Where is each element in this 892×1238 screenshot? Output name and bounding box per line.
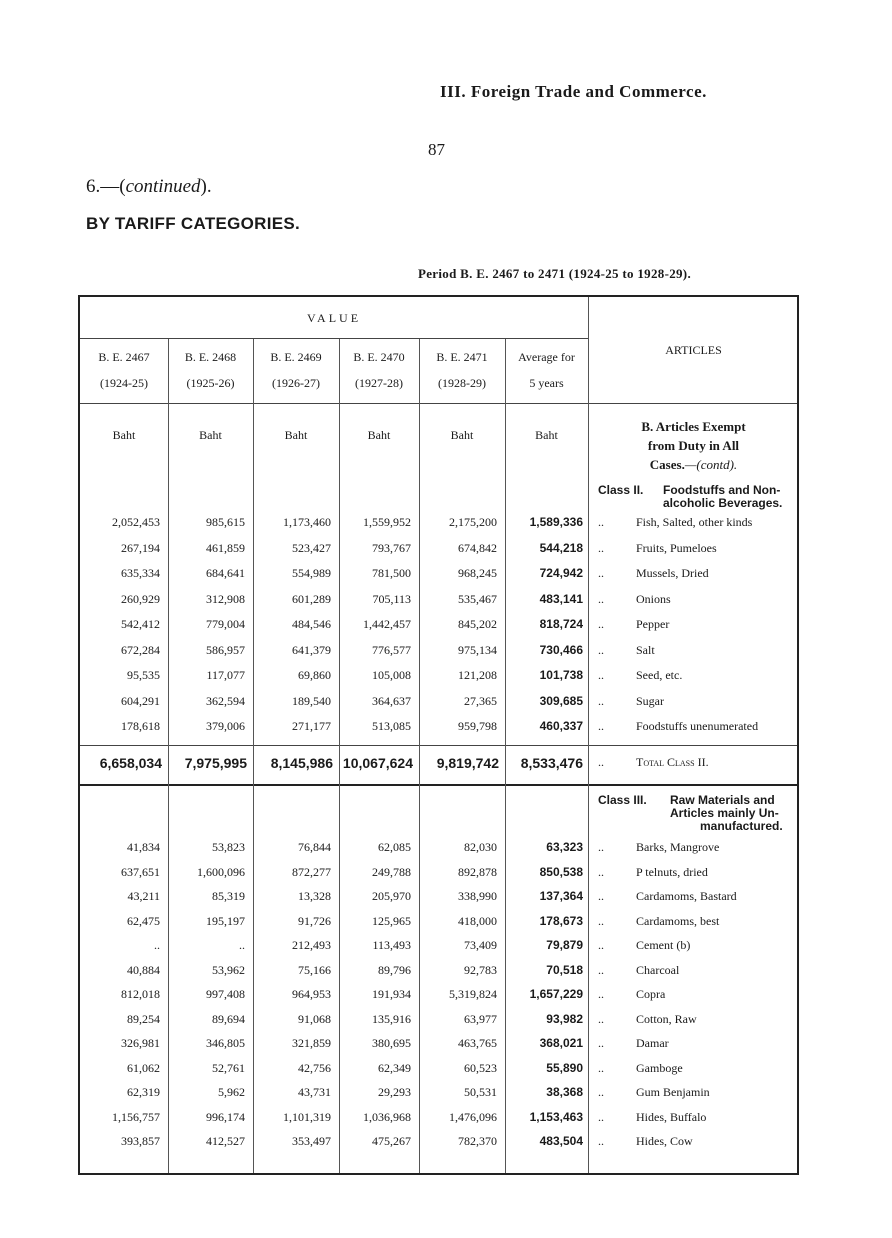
article-label: Cardamoms, Bastard: [636, 889, 737, 903]
table-cell: 779,004: [206, 617, 245, 631]
total-average-cell: 8,533,476: [520, 755, 583, 771]
table-cell: 105,008: [372, 668, 411, 682]
table-cell: 195,197: [206, 913, 245, 928]
table-cell: 1,559,952: [363, 515, 411, 529]
column-unit-label: Baht: [112, 428, 136, 442]
period-caption: Period B. E. 2467 to 2471 (1924-25 to 1928-29).: [418, 266, 691, 281]
table-cell: 776,577: [372, 642, 411, 657]
article-name: [598, 1036, 669, 1051]
table-cell: 845,202: [458, 617, 497, 631]
table-cell: 2,175,200: [449, 515, 497, 529]
table-cell: 463,765: [458, 1036, 497, 1050]
average-cell: 70,518: [546, 962, 583, 977]
table-cell: 27,365: [464, 693, 497, 708]
average-cell: 101,738: [539, 668, 583, 682]
article-label: Salt: [636, 642, 655, 657]
average-cell: 55,890: [546, 1060, 583, 1075]
article-label: Seed, etc.: [636, 668, 683, 682]
average-cell: 38,368: [546, 1085, 583, 1099]
table-cell: 63,977: [464, 1011, 497, 1026]
column-unit-label: Baht: [535, 428, 558, 442]
table-cell: 418,000: [458, 913, 497, 928]
table-cell: 379,006: [206, 719, 245, 733]
column-unit-label: Baht: [450, 428, 474, 442]
table-cell: 346,805: [206, 1036, 245, 1050]
leader-dots: ..: [598, 719, 604, 733]
leader-dots: ..: [598, 840, 604, 854]
table-cell: 2,052,453: [112, 515, 160, 529]
table-cell: 75,166: [298, 962, 331, 977]
leader-dots: ..: [598, 1134, 604, 1148]
average-cell: 818,724: [539, 617, 583, 631]
table-cell: 1,101,319: [283, 1109, 331, 1124]
table-cell: 326,981: [121, 1036, 160, 1050]
header-bottom-rule: [80, 403, 797, 404]
table-cell: 62,085: [378, 840, 411, 854]
table-cell: 40,884: [127, 962, 160, 977]
total-cell: 10,067,624: [342, 755, 413, 771]
leader-dots: ..: [598, 566, 604, 580]
total-top-rule: [80, 745, 797, 746]
article-label: Onions: [636, 591, 671, 606]
class-2-label: Class II.: [598, 483, 644, 497]
average-cell: 137,364: [539, 889, 583, 903]
table-cell: 5,962: [218, 1085, 245, 1099]
article-label: Cotton, Raw: [636, 1011, 697, 1026]
leader-dots: ..: [598, 642, 604, 657]
articles-heading: ARTICLES: [665, 343, 722, 357]
article-label: Damar: [636, 1036, 669, 1050]
leader-dots: ..: [598, 1060, 604, 1075]
table-cell: 985,615: [206, 515, 245, 529]
total-cell: 9,819,742: [436, 755, 499, 771]
table-cell: 542,412: [121, 617, 160, 631]
article-name: [598, 1085, 710, 1100]
class-3-title: manufactured.: [700, 819, 783, 833]
article-name: [598, 889, 737, 904]
table-cell: 53,823: [212, 840, 245, 854]
table-cell: 604,291: [121, 693, 160, 708]
section-b-contd: —(contd).: [684, 457, 738, 472]
table-cell: 996,174: [206, 1109, 245, 1124]
table-cell: 76,844: [298, 840, 331, 854]
table-cell: 1,442,457: [363, 617, 411, 631]
column-period-header: 5 years: [529, 376, 564, 390]
table-cell: 364,637: [372, 693, 411, 708]
table-cell: 362,594: [206, 693, 245, 708]
leader-dots: ..: [598, 617, 604, 631]
table-cell: 91,726: [298, 913, 331, 928]
table-cell: 50,531: [464, 1085, 497, 1099]
leader-dots: ..: [598, 755, 604, 769]
table-cell: 191,934: [372, 987, 411, 1001]
column-period-header: (1925-26): [186, 376, 235, 390]
article-name: [598, 668, 682, 683]
leader-dots: ..: [598, 1109, 604, 1124]
column-year-header: B. E. 2467: [98, 350, 150, 364]
table-cell: 684,641: [206, 566, 245, 580]
table-cell: 53,962: [212, 962, 245, 977]
article-label: Barks, Mangrove: [636, 840, 720, 854]
table-cell: 125,965: [372, 913, 411, 928]
average-cell: 850,538: [539, 864, 583, 879]
table-cell: 872,277: [292, 864, 331, 879]
table-cell: 62,475: [127, 913, 160, 928]
article-name: [598, 643, 655, 658]
article-label: Fish, Salted, other kinds: [636, 515, 753, 529]
table-cell: 975,134: [458, 642, 497, 657]
class-3-title: Raw Materials and: [670, 793, 775, 807]
section-b-title: from Duty in All: [647, 438, 740, 453]
table-cell: 793,767: [372, 540, 411, 555]
average-cell: 79,879: [546, 938, 583, 952]
column-unit-label: Baht: [367, 428, 391, 442]
table-cell: 554,989: [292, 566, 331, 580]
table-cell: 91,068: [298, 1011, 331, 1026]
article-label: P telnuts, dried: [636, 864, 708, 879]
table-cell: 205,970: [372, 889, 411, 903]
article-name: [598, 566, 709, 581]
tariff-categories-title: BY TARIFF CATEGORIES.: [86, 214, 301, 233]
table-cell: 338,990: [458, 889, 497, 903]
table-cell: 117,077: [206, 668, 245, 682]
table-cell: 959,798: [458, 719, 497, 733]
table-cell: 61,062: [127, 1060, 160, 1075]
article-name: [598, 840, 719, 855]
table-cell: 121,208: [458, 668, 497, 682]
total-bottom-rule: [80, 784, 797, 786]
table-cell: 353,497: [292, 1134, 331, 1148]
article-label: Sugar: [636, 693, 664, 708]
section-b-cases: Cases.: [649, 457, 685, 472]
table-cell: 135,916: [372, 1011, 411, 1026]
table-cell: 1,156,757: [112, 1109, 160, 1124]
total-label: [598, 755, 709, 770]
table-cell: 89,254: [127, 1011, 160, 1026]
column-year-header: B. E. 2471: [436, 350, 488, 364]
table-cell: 781,500: [372, 566, 411, 580]
article-name: [598, 515, 752, 530]
column-year-header: B. E. 2470: [353, 350, 405, 364]
table-cell: 29,293: [378, 1085, 411, 1099]
leader-dots: ..: [598, 540, 604, 555]
table-cell: 85,319: [212, 889, 245, 903]
leader-dots: ..: [598, 693, 604, 708]
table-cell: 212,493: [292, 938, 331, 952]
leader-dots: ..: [598, 962, 604, 977]
leader-dots: ..: [598, 913, 604, 928]
table-cell: 82,030: [464, 840, 497, 854]
column-unit-label: Baht: [284, 428, 308, 442]
table-cell: 113,493: [372, 938, 411, 952]
average-cell: 724,942: [539, 566, 583, 580]
table-cell: 674,842: [458, 540, 497, 555]
table-cell: 461,859: [206, 540, 245, 555]
leader-dots: ..: [598, 938, 604, 952]
article-name: [598, 1061, 683, 1076]
value-heading: VALUE: [306, 311, 362, 325]
article-label: Cardamoms, best: [636, 913, 720, 928]
table-cell: 43,731: [298, 1085, 331, 1099]
average-cell: 1,153,463: [529, 1109, 583, 1124]
table-cell: 637,651: [121, 864, 160, 879]
average-cell: 178,673: [539, 913, 583, 928]
column-year-header: B. E. 2468: [184, 350, 237, 364]
table-cell: 535,467: [458, 591, 497, 606]
table-cell: 812,018: [121, 987, 160, 1001]
average-cell: 309,685: [539, 693, 583, 708]
average-cell: 730,466: [539, 642, 583, 657]
section-title: III. Foreign Trade and Commerce.: [440, 82, 707, 101]
article-label: Foodstuffs unenumerated: [636, 719, 759, 733]
section-b-title: [590, 457, 797, 473]
average-cell: 460,337: [539, 719, 583, 733]
table-cell: 1,173,460: [283, 515, 331, 529]
articles-divider: [588, 297, 589, 1173]
table-cell: 189,540: [292, 693, 331, 708]
article-label: Mussels, Dried: [636, 566, 709, 580]
table-cell: 892,878: [458, 864, 497, 879]
table-cell: 393,857: [121, 1134, 160, 1148]
total-cell: 6,658,034: [99, 755, 162, 771]
leader-dots: ..: [598, 1036, 604, 1050]
column-year-header: Average for: [518, 350, 575, 364]
table-cell: 69,860: [298, 668, 331, 682]
table-cell: 412,527: [206, 1134, 245, 1148]
article-name: [598, 541, 717, 556]
table-cell: 62,349: [378, 1060, 411, 1075]
section-b-title: B. Articles Exempt: [641, 419, 746, 434]
table-cell: 89,694: [212, 1011, 245, 1026]
column-period-header: (1927-28): [355, 376, 403, 390]
table-cell: 60,523: [464, 1060, 497, 1075]
table-cell: 73,409: [464, 938, 497, 952]
table-cell: 672,284: [121, 642, 160, 657]
article-name: [598, 987, 665, 1002]
table-cell: 997,408: [206, 987, 245, 1001]
table-cell: 249,788: [372, 864, 411, 879]
average-cell: 483,504: [539, 1134, 583, 1148]
table-cell: 601,289: [292, 591, 331, 606]
article-name: [598, 694, 664, 709]
table-cell: 321,859: [292, 1036, 331, 1050]
table-cell: 782,370: [458, 1134, 497, 1148]
leader-dots: ..: [598, 1011, 604, 1026]
table-cell: 178,618: [121, 719, 160, 733]
article-label: Gamboge: [636, 1060, 683, 1075]
page-number: 87: [428, 140, 445, 159]
leader-dots: ..: [598, 864, 604, 879]
article-label: Cement (b): [636, 938, 691, 952]
average-cell: 368,021: [539, 1036, 583, 1050]
table-cell: 89,796: [378, 962, 411, 977]
average-cell: 93,982: [546, 1011, 583, 1026]
table-cell: 380,695: [372, 1036, 411, 1050]
table-cell: 260,929: [121, 591, 160, 606]
table-cell: 635,334: [121, 566, 160, 580]
table-cell: 52,761: [212, 1060, 245, 1075]
table-cell: 1,476,096: [449, 1109, 497, 1124]
leader-dots: ..: [598, 591, 604, 606]
average-cell: 1,589,336: [529, 515, 583, 529]
article-label: Fruits, Pumeloes: [636, 540, 717, 555]
article-name: [598, 617, 669, 632]
table-continued-label: 6.—(continued).: [86, 176, 212, 197]
table-cell: 13,328: [298, 889, 331, 903]
leader-dots: ..: [598, 668, 604, 682]
table-cell: 484,546: [292, 617, 331, 631]
table-cell: 968,245: [458, 566, 497, 580]
article-name: [598, 1012, 697, 1027]
article-label: Hides, Buffalo: [636, 1109, 707, 1124]
table-cell: ..: [154, 938, 160, 952]
table-cell: 523,427: [292, 540, 331, 555]
table-cell: 43,211: [127, 889, 160, 903]
article-name: [598, 592, 671, 607]
article-name: [598, 719, 758, 734]
table-cell: 267,194: [121, 540, 160, 555]
value-heading-rule: [80, 338, 588, 339]
class-2-title: alcoholic Beverages.: [663, 496, 783, 510]
article-name: [598, 938, 690, 953]
table-cell: 271,177: [292, 719, 331, 733]
column-period-header: (1928-29): [438, 376, 486, 390]
table-cell: 586,957: [206, 642, 245, 657]
table-cell: 1,036,968: [363, 1109, 411, 1124]
table-cell: 513,085: [372, 719, 411, 733]
table-cell: 1,600,096: [197, 864, 245, 879]
table-cell: 5,319,824: [449, 987, 497, 1001]
table-cell: 475,267: [372, 1134, 411, 1148]
article-name: [598, 963, 679, 978]
article-name: [598, 1134, 693, 1149]
article-name: [598, 865, 708, 880]
table-cell: 312,908: [206, 591, 245, 606]
table-cell: 705,113: [372, 591, 411, 606]
column-period-header: (1926-27): [272, 376, 320, 390]
average-cell: 63,323: [546, 840, 583, 854]
table-cell: 41,834: [127, 840, 160, 854]
article-label: Copra: [636, 987, 666, 1001]
class-3-label: Class III.: [598, 793, 647, 807]
table-cell: 641,379: [292, 642, 331, 657]
article-label: Pepper: [636, 617, 670, 631]
table-cell: ..: [239, 938, 245, 952]
average-cell: 544,218: [539, 540, 583, 555]
total-cell: 7,975,995: [184, 755, 247, 771]
class-2-title: Foodstuffs and Non-: [663, 483, 781, 497]
column-unit-label: Baht: [199, 428, 222, 442]
table-cell: 62,319: [127, 1085, 160, 1099]
column-year-header: B. E. 2469: [270, 350, 322, 364]
table-cell: 95,535: [127, 668, 160, 682]
article-label: Hides, Cow: [636, 1134, 693, 1148]
table-cell: 964,953: [292, 987, 331, 1001]
total-class-label: Total Class II.: [636, 755, 709, 769]
article-name: [598, 1110, 706, 1125]
leader-dots: ..: [598, 987, 604, 1001]
leader-dots: ..: [598, 1085, 604, 1099]
leader-dots: ..: [598, 889, 604, 903]
table-cell: 42,756: [298, 1060, 331, 1075]
article-name: [598, 914, 719, 929]
total-cell: 8,145,986: [270, 755, 333, 771]
column-period-header: (1924-25): [100, 376, 148, 390]
class-3-title: Articles mainly Un-: [670, 806, 779, 820]
article-label: Charcoal: [636, 962, 680, 977]
average-cell: 1,657,229: [529, 987, 583, 1001]
table-cell: 92,783: [464, 962, 497, 977]
article-label: Gum Benjamin: [636, 1085, 710, 1099]
average-cell: 483,141: [539, 591, 583, 606]
leader-dots: ..: [598, 515, 604, 529]
